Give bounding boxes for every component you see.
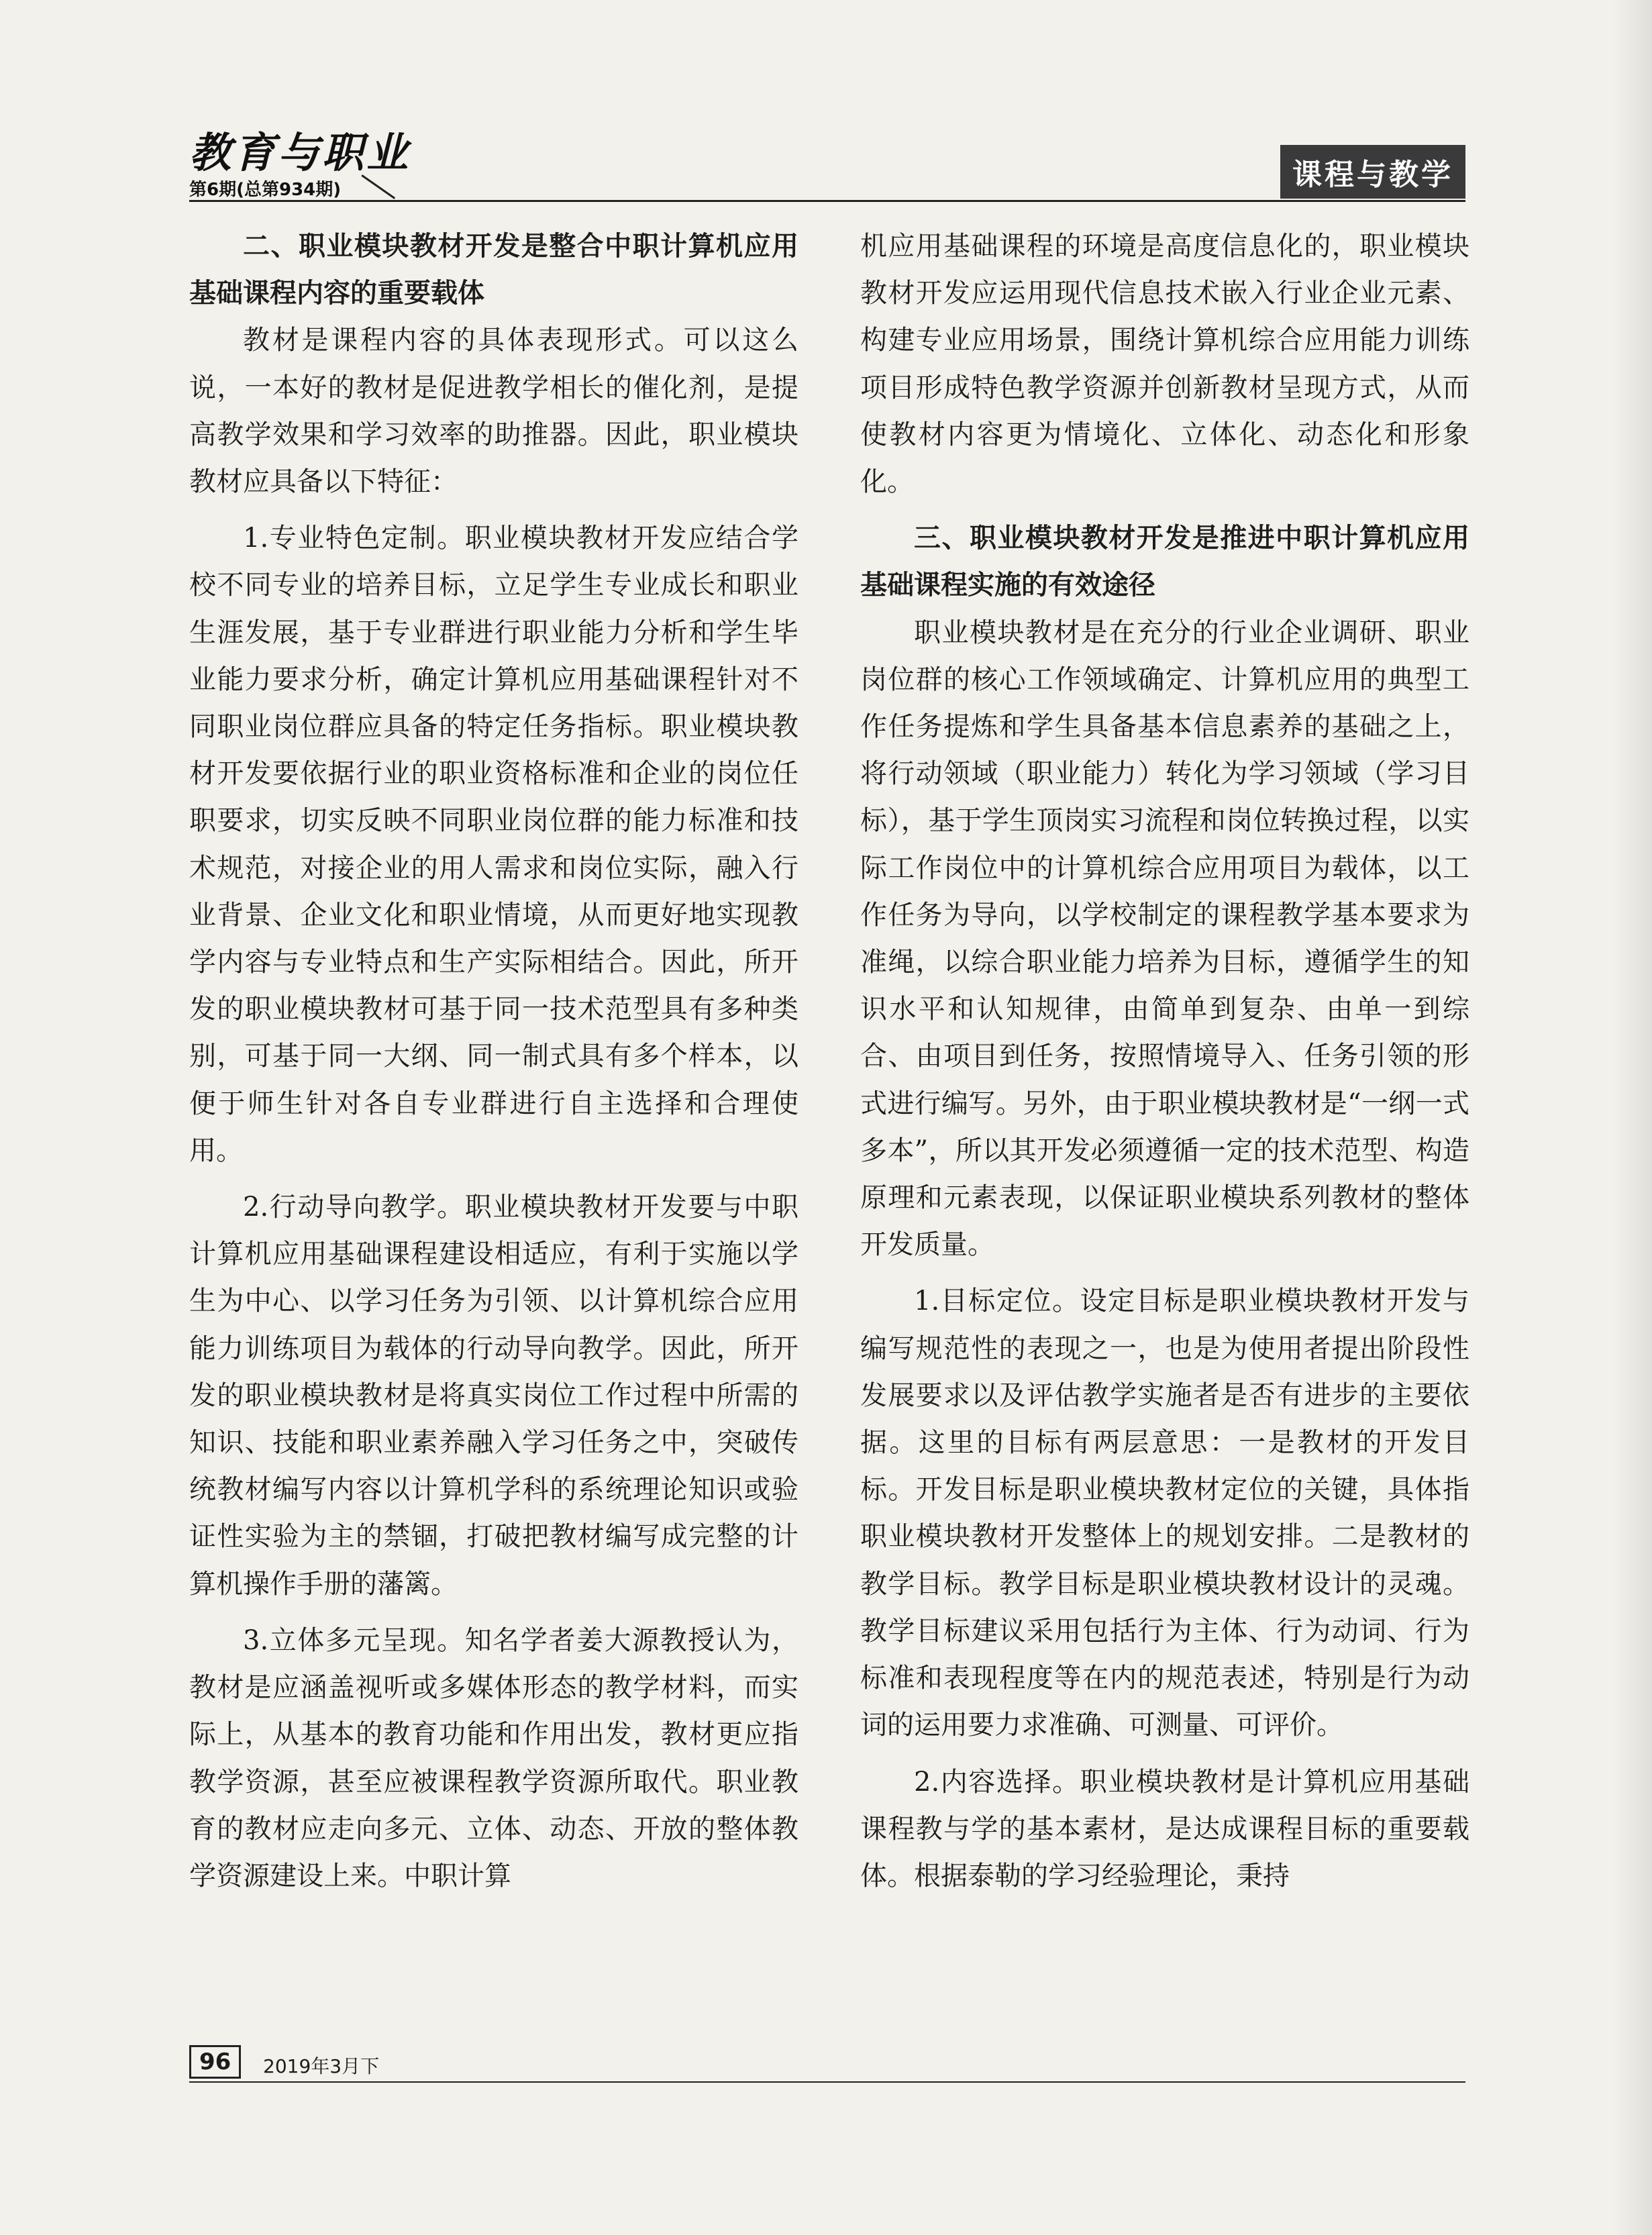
- paragraph-body: 设定目标是职业模块教材开发与编写规范性的表现之一，也是为使用者提出阶段性发展要求以及评估教学实施者是否有进步的主要依据。这里的目标有两层意思：一是教材的开发目标。开发目标是职业模块教材定位的关键，具体指职业模块教材开发整体上的规划安排。二是教材的教学目标。教学目标是职业模块教材设计的灵魂。教学目标建议采用包括行为主体、行为动词、行为标准和表现程度等在内的规范表述，特别是行为动词的运用要力求准确、可测量、可评价。: [860, 1286, 1470, 1741]
- paragraph-title: 2.内容选择。: [914, 1766, 1080, 1798]
- paragraph-specialty: [189, 515, 798, 1174]
- paragraph-body: 职业模块教材是计算机应用基础课程教与学的基本素材，是达成课程目标的重要载体。根据泰勒的学习经验理论，秉持: [860, 1766, 1470, 1891]
- paragraph-title: 3.立体多元呈现。: [243, 1624, 465, 1656]
- paragraph-multimedia: [189, 1617, 798, 1900]
- intro-paragraph: 教材是课程内容的具体表现形式。可以这么说，一本好的教材是促进教学相长的催化剂，是提高教学效果和学习效率的助推器。因此，职业模块教材应具备以下特征：: [189, 325, 798, 498]
- paragraph-title: 1.目标定位。: [914, 1286, 1080, 1317]
- paragraph-body: 职业模块教材开发应结合学校不同专业的培养目标，立足学生专业成长和职业生涯发展，基于专业群进行职业能力分析和学生毕业能力要求分析，确定计算机应用基础课程针对不同职业岗位群应具备的特定任务指标。职业模块教材开发要依据行业的职业资格标准和企业的岗位任职要求，切实反映不同职业岗位群的能力标准和技术规范，对接企业的用人需求和岗位实际，融入行业背景、企业文化和职业情境，从而更好地实现教学内容与专业特点和生产实际相结合。因此，所开发的职业模块教材可基于同一技术范型具有多种类别，可基于同一大纲、同一制式具有多个样本，以便于师生针对各自专业群进行自主选择和合理使用。: [189, 523, 799, 1166]
- paragraph-body: 知名学者姜大源教授认为，教材是应涵盖视听或多媒体形态的教学材料，而实际上，从基本的教育功能和作用出发，教材更应指教学资源，甚至应被课程教学资源所取代。职业教育的教材应走向多元、立体、动态、开放的整体教学资源建设上来。中职计算: [189, 1624, 799, 1891]
- page-edge-shadow: [1612, 0, 1652, 2235]
- issue-info: 第6期(总第934期): [189, 180, 342, 200]
- footer-date: 2019年3月下: [263, 2055, 380, 2077]
- section-heading-3: 三、职业模块教材开发是推进中职计算机应用基础课程实施的有效途径: [860, 523, 1469, 601]
- paragraph-action-oriented: [189, 1184, 798, 1608]
- right-column: [860, 223, 1469, 1900]
- section-heading-2: 二、职业模块教材开发是整合中职计算机应用基础课程内容的重要载体: [189, 231, 798, 309]
- paragraph-overview: 职业模块教材是在充分的行业企业调研、职业岗位群的核心工作领域确定、计算机应用的典型工作任务提炼和学生具备基本信息素养的基础之上，将行动领域（职业能力）转化为学习领域（学习目标），基于学生顶岗实习流程和岗位转换过程，以实际工作岗位中的计算机综合应用项目为载体，以工作任务为导向，以学校制定的课程教学基本要求为准绳，以综合职业能力培养为目标，遵循学生的知识水平和认知规律，由简单到复杂、由单一到综合、由项目到任务，按照情境导入、任务引领的形式进行编写。另外，由于职业模块教材是“一纲一式多本”，所以其开发必须遵循一定的技术范型、构造原理和元素表现，以保证职业模块系列教材的整体开发质量。: [860, 617, 1469, 1261]
- paragraph-body: 职业模块教材开发要与中职计算机应用基础课程建设相适应，有利于实施以学生为中心、以学习任务为引领、以计算机综合应用能力训练项目为载体的行动导向教学。因此，所开发的职业模块教材是将真实岗位工作过程中所需的知识、技能和职业素养融入学习任务之中，突破传统教材编写内容以计算机学科的系统理论知识或验证性实验为主的禁锢，打破把教材编写成完整的计算机操作手册的藩篱。: [189, 1192, 799, 1600]
- header-rule: [189, 200, 1465, 202]
- page-number: 96: [189, 2045, 241, 2079]
- left-column: [189, 223, 798, 1900]
- footer-rule: [189, 2081, 1465, 2083]
- journal-logo: 教育与职业: [189, 128, 411, 177]
- paragraph-goal: [860, 1278, 1469, 1749]
- paragraph-content: [860, 1759, 1469, 1900]
- continued-paragraph: 机应用基础课程的环境是高度信息化的，职业模块教材开发应运用现代信息技术嵌入行业企业元素、构建专业应用场景，围绕计算机综合应用能力训练项目形成特色教学资源并创新教材呈现方式，从而使教材内容更为情境化、立体化、动态化和形象化。: [860, 231, 1469, 498]
- section-tag: 课程与教学: [1280, 145, 1465, 199]
- paragraph-title: 1.专业特色定制。: [243, 523, 465, 554]
- paragraph-title: 2.行动导向教学。: [243, 1192, 465, 1223]
